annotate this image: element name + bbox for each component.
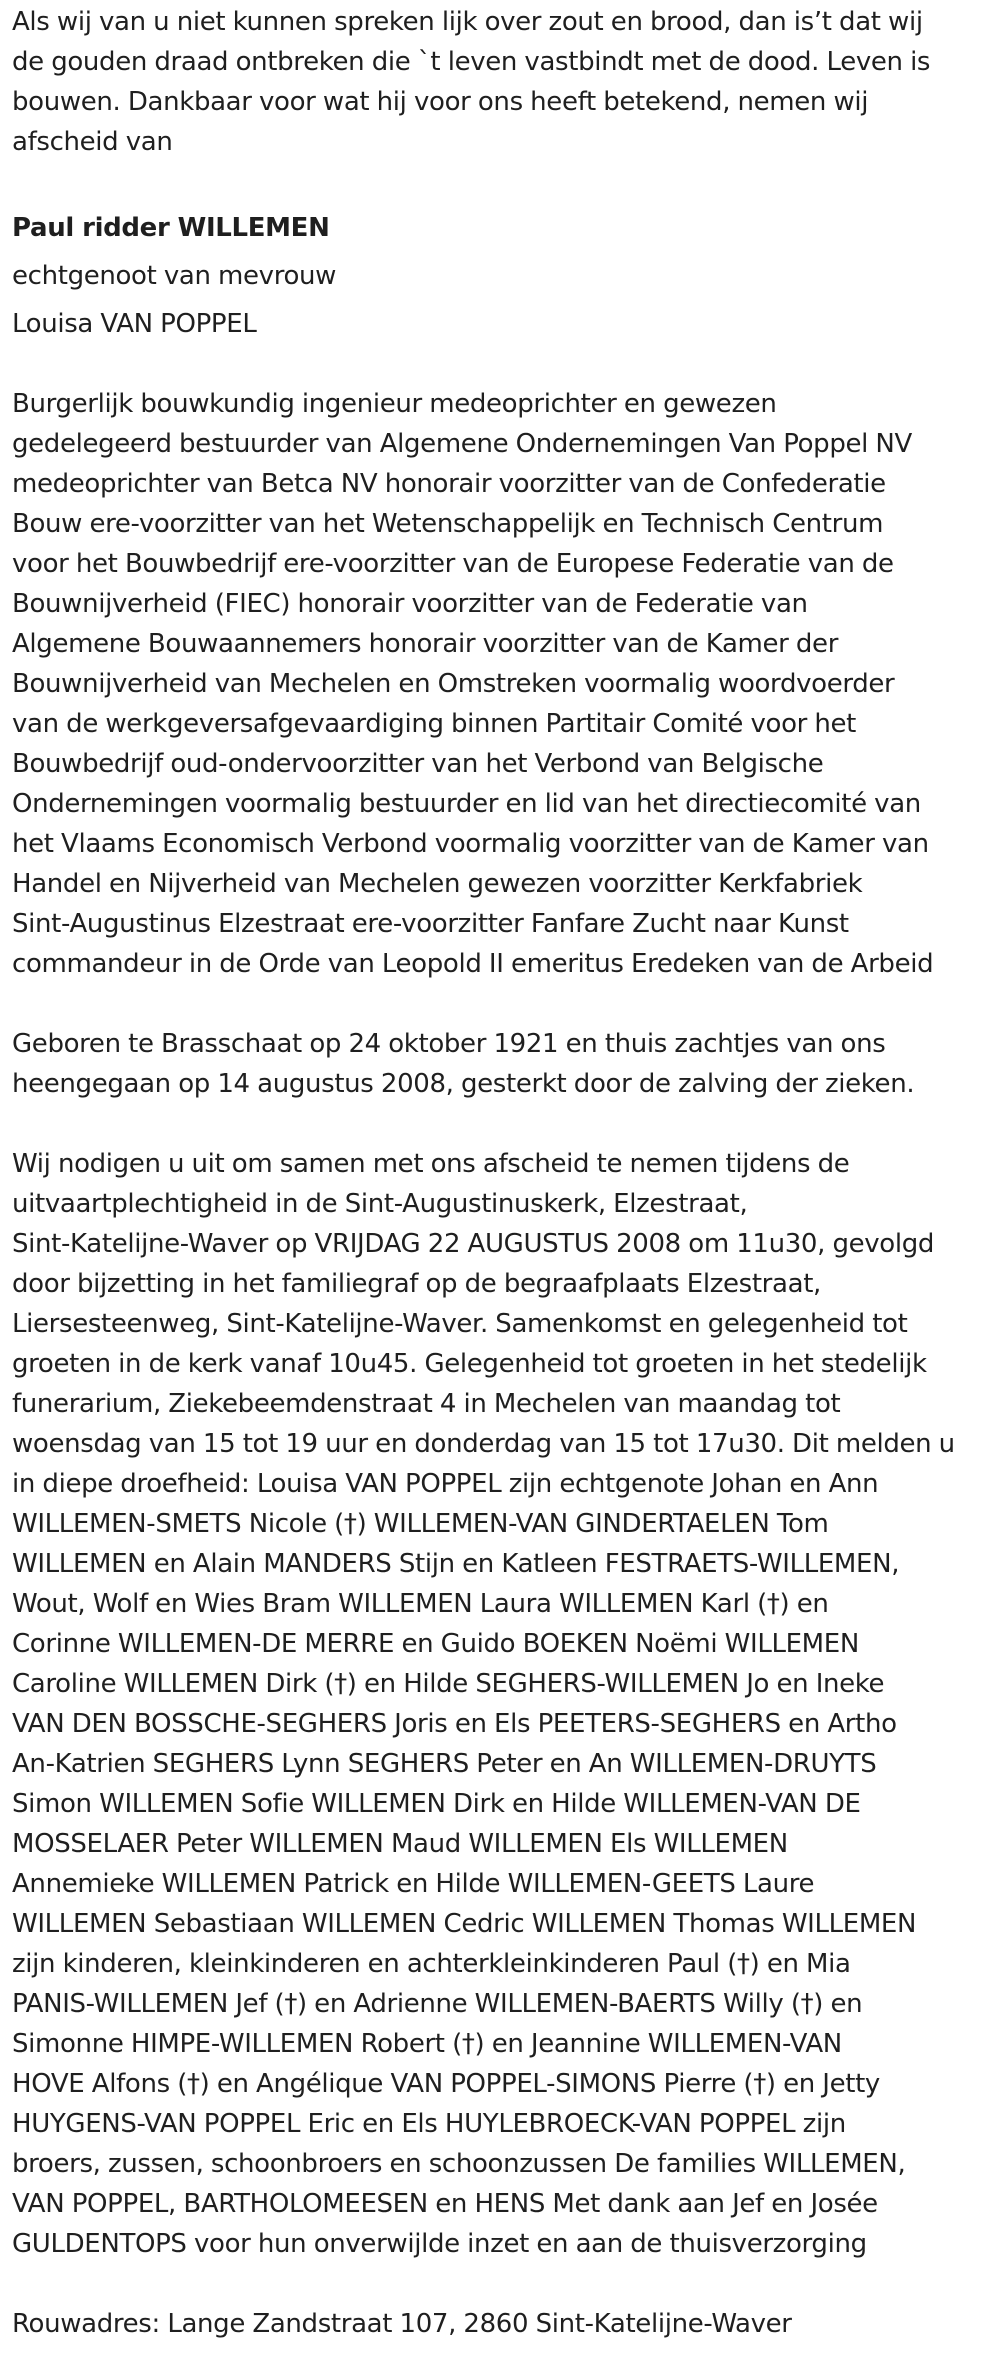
- spacer: [12, 344, 996, 384]
- birth-death-paragraph: Geboren te Brasschaat op 24 oktober 1921 en thuis zachtjes van ons heengegaan op 14 augustus 2008, gesterkt door de zalving der zieken.: [12, 1029, 915, 1099]
- spacer: [12, 296, 996, 304]
- mourning-address: Rouwadres: Lange Zandstraat 107, 2860 Sint-Katelijne-Waver: [12, 2309, 792, 2339]
- spouse-name: Louisa VAN POPPEL: [12, 309, 257, 339]
- spacer: [12, 984, 996, 1024]
- obituary-text: [12, 2, 996, 2344]
- career-paragraph: Burgerlijk bouwkundig ingenieur medeoprichter en gewezen gedelegeerd bestuurder van Algemene Ondernemingen Van Poppel NV medeoprichter van Betca NV honorair voorzitter van de Confederatie Bouw ere-voorzitter van het Wetenschappelijk en Technisch Centrum voor het Bouwbedrijf ere-voorzitter van de Europese Federatie van de Bouwnijverheid (FIEC) honorair voorzitter van de Federatie van Algemene Bouwaannemers honorair voorzitter van de Kamer der Bouwnijverheid van Mechelen en Omstreken voormalig woordvoerder van de werkgeversafgevaardiging binnen Partitair Comité voor het Bouwbedrijf oud-ondervoorzitter van het Verbond van Belgische Ondernemingen voormalig bestuurder en lid van het directiecomité van het Vlaams Economisch Verbond voormalig voorzitter van de Kamer van Handel en Nijverheid van Mechelen gewezen voorzitter Kerkfabriek Sint-Augustinus Elzestraat ere-voorzitter Fanfare Zucht naar Kunst commandeur in de Orde van Leopold II emeritus Eredeken van de Arbeid: [12, 389, 934, 979]
- opening-paragraph: Als wij van u niet kunnen spreken lijk over zout en brood, dan is’t dat wij de gouden draad ontbreken die `t leven vastbindt met de dood. Leven is bouwen. Dankbaar voor wat hij voor ons heeft betekend, nemen wij afscheid van: [12, 7, 931, 157]
- funeral-family-paragraph: Wij nodigen u uit om samen met ons afscheid te nemen tijdens de uitvaartplechtigheid in de Sint-Augustinuskerk, Elzestraat, Sint-Katelijne-Waver op VRIJDAG 22 AUGUSTUS 2008 om 11u30, gevolgd door bijzetting in het familiegraf op de begraafplaats Elzestraat, Liersesteenweg, Sint-Katelijne-Waver. Samenkomst en gelegenheid tot groeten in de kerk vanaf 10u45. Gelegenheid tot groeten in het stedelijk funerarium, Ziekebeemdenstraat 4 in Mechelen van maandag tot woensdag van 15 tot 19 uur en donderdag van 15 tot 17u30. Dit melden u in diepe droefheid: Louisa VAN POPPEL zijn echtgenote Johan en Ann WILLEMEN-SMETS Nicole (†) WILLEMEN-VAN GINDERTAELEN Tom WILLEMEN en Alain MANDERS Stijn en Katleen FESTRAETS-WILLEMEN, Wout, Wolf en Wies Bram WILLEMEN Laura WILLEMEN Karl (†) en Corinne WILLEMEN-DE MERRE en Guido BOEKEN Noëmi WILLEMEN Caroline WILLEMEN Dirk (†) en Hilde SEGHERS-WILLEMEN Jo en Ineke VAN DEN BOSSCHE-SEGHERS Joris en Els PEETERS-SEGHERS en Artho An-Katrien SEGHERS Lynn SEGHERS Peter en An WILLEMEN-DRUYTS Simon WILLEMEN Sofie WILLEMEN Dirk en Hilde WILLEMEN-VAN DE MOSSELAER Peter WILLEMEN Maud WILLEMEN Els WILLEMEN Annemieke WILLEMEN Patrick en Hilde WILLEMEN-GEETS Laure WILLEMEN Sebastiaan WILLEMEN Cedric WILLEMEN Thomas WILLEMEN zijn kinderen, kleinkinderen en achterkleinkinderen Paul (†) en Mia PANIS-WILLEMEN Jef (†) en Adrienne WILLEMEN-BAERTS Willy (†) en Simonne HIMPE-WILLEMEN Robert (†) en Jeannine WILLEMEN-VAN HOVE Alfons (†) en Angélique VAN POPPEL-SIMONS Pierre (†) en Jetty HUYGENS-VAN POPPEL Eric en Els HUYLEBROECK-VAN POPPEL zijn broers, zussen, schoonbroers en schoonzussen De families WILLEMEN, VAN POPPEL, BARTHOLOMEESEN en HENS Met dank aan Jef en Josée GULDENTOPS voor hun onverwijlde inzet en aan de thuisverzorging: [12, 1149, 955, 2259]
- spacer: [12, 1104, 996, 1144]
- spacer: [12, 2264, 996, 2304]
- spacer: [12, 248, 996, 256]
- deceased-name: Paul ridder WILLEMEN: [12, 213, 330, 243]
- spacer: [12, 162, 996, 202]
- spouse-line: echtgenoot van mevrouw: [12, 261, 337, 291]
